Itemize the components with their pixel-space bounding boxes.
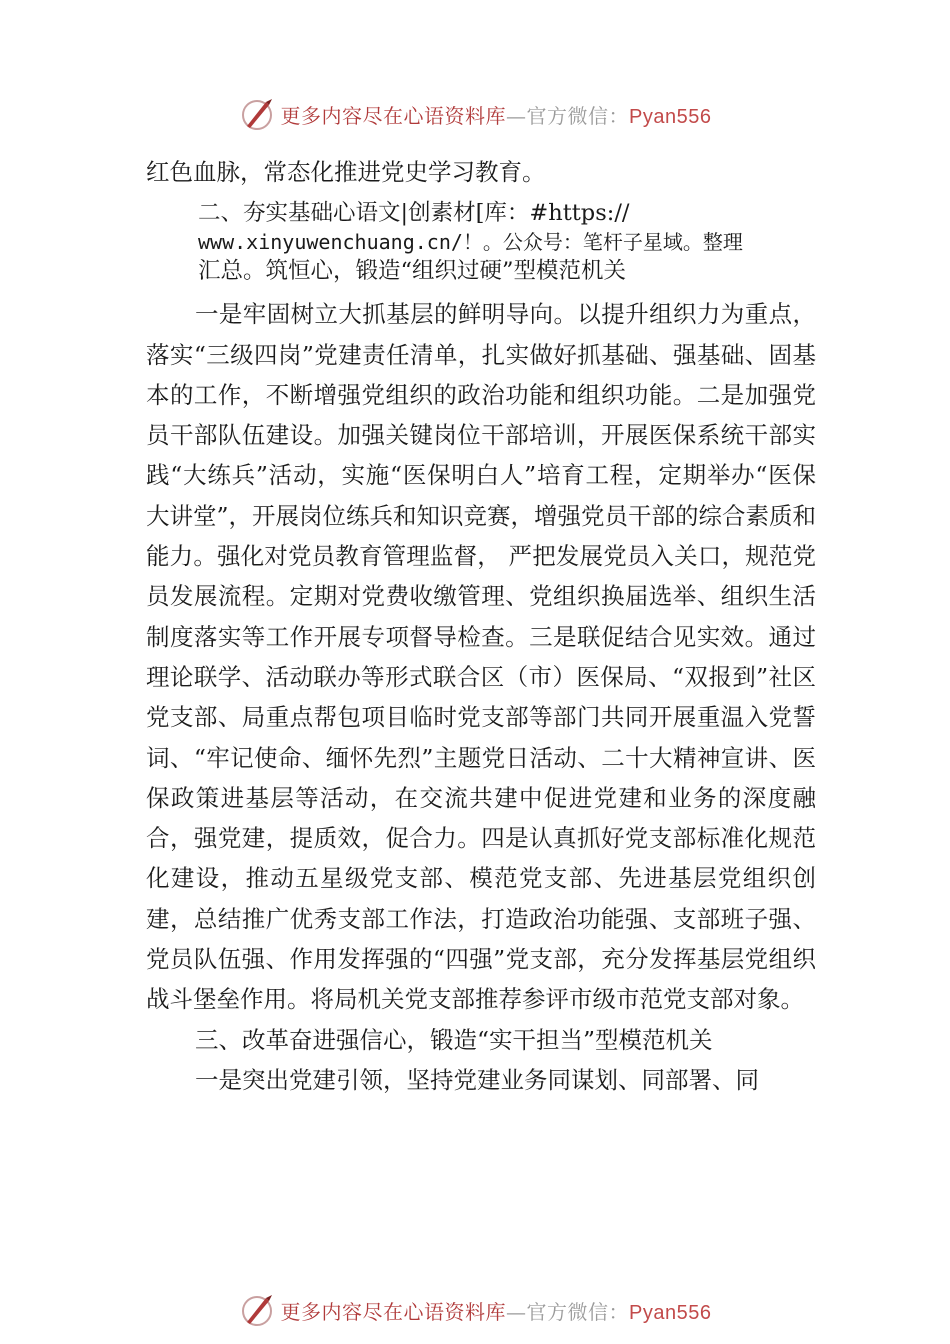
heading-2-line-c: 汇总。筑恒心，锻造“组织过硬”型模范机关 — [198, 258, 627, 285]
paragraph-2: 一是突出党建引领，坚持党建业务同谋划、同部署、同 — [195, 1065, 759, 1094]
section-heading-2 — [198, 199, 848, 286]
footer-banner-text — [281, 1296, 712, 1325]
footer-banner-part2: —官方微信： — [506, 1299, 630, 1324]
header-banner-part3: Pyan556 — [629, 105, 712, 128]
header-banner-part2: —官方微信： — [506, 103, 630, 128]
section-heading-3: 三、改革奋进强信心，锻造“实干担当”型模范机关 — [195, 1025, 713, 1054]
footer-watermark-banner — [0, 1288, 950, 1332]
quill-logo-icon — [239, 1292, 275, 1328]
quill-logo-icon — [239, 96, 275, 132]
document-body — [146, 152, 816, 1100]
footer-banner-part3: Pyan556 — [629, 1301, 712, 1324]
paragraph-1: 一是牢固树立大抓基层的鲜明导向。以提升组织力为重点，落实“三级四岗”党建责任清单，扎实做好抓基础、强基础、固基本的工作，不断增强党组织的政治功能和组织功能。二是加强党员干部队伍建设。加强关键岗位干部培训，开展医保系统干部实践“大练兵”活动，实施“医保明白人”培育工程，定期举办“医保大讲堂”，开展岗位练兵和知识竞赛，增强党员干部的综合素质和能力。强化对党员教育管理监督， 严把发展党员入关口，规范党员发展流程。定期对党费收缴管理、党组织换届选举、组织生活制度落实等工作开展专项督导检查。三是联促结合见实效。通过理论联学、活动联办等形式联合区（市）医保局、“双报到”社区党支部、局重点帮包项目临时党支部等部门共同开展重温入党誓词、“牢记使命、缅怀先烈”主题党日活动、二十大精神宣讲、医保政策进基层等活动，在交流共建中促进党建和业务的深度融合，强党建，提质效，促合力。四是认真抓好党支部标准化规范化建设，推动五星级党支部、模范党支部、先进基层党组织创建，总结推广优秀支部工作法，打造政治功能强、支部班子强、党员队伍强、作用发挥强的“四强”党支部，充分发挥基层党组织战斗堡垒作用。将局机关党支部推荐参评市级市范党支部对象。 — [146, 300, 817, 1014]
footer-banner-part1: 更多内容尽在心语资料库 — [280, 1299, 507, 1324]
heading-2-line-a: 二、夯实基础心语文|创素材[库：#https:// — [198, 200, 630, 227]
header-banner-part1: 更多内容尽在心语资料库 — [280, 103, 507, 128]
heading-2-line-b: www.xinyuwenchuang.cn/！。公众号：笔杆子星域。整理 — [198, 230, 743, 255]
header-watermark-banner — [0, 92, 950, 136]
paragraph-0: 红色血脉，常态化推进党史学习教育。 — [146, 158, 546, 186]
header-banner-text — [281, 100, 712, 129]
